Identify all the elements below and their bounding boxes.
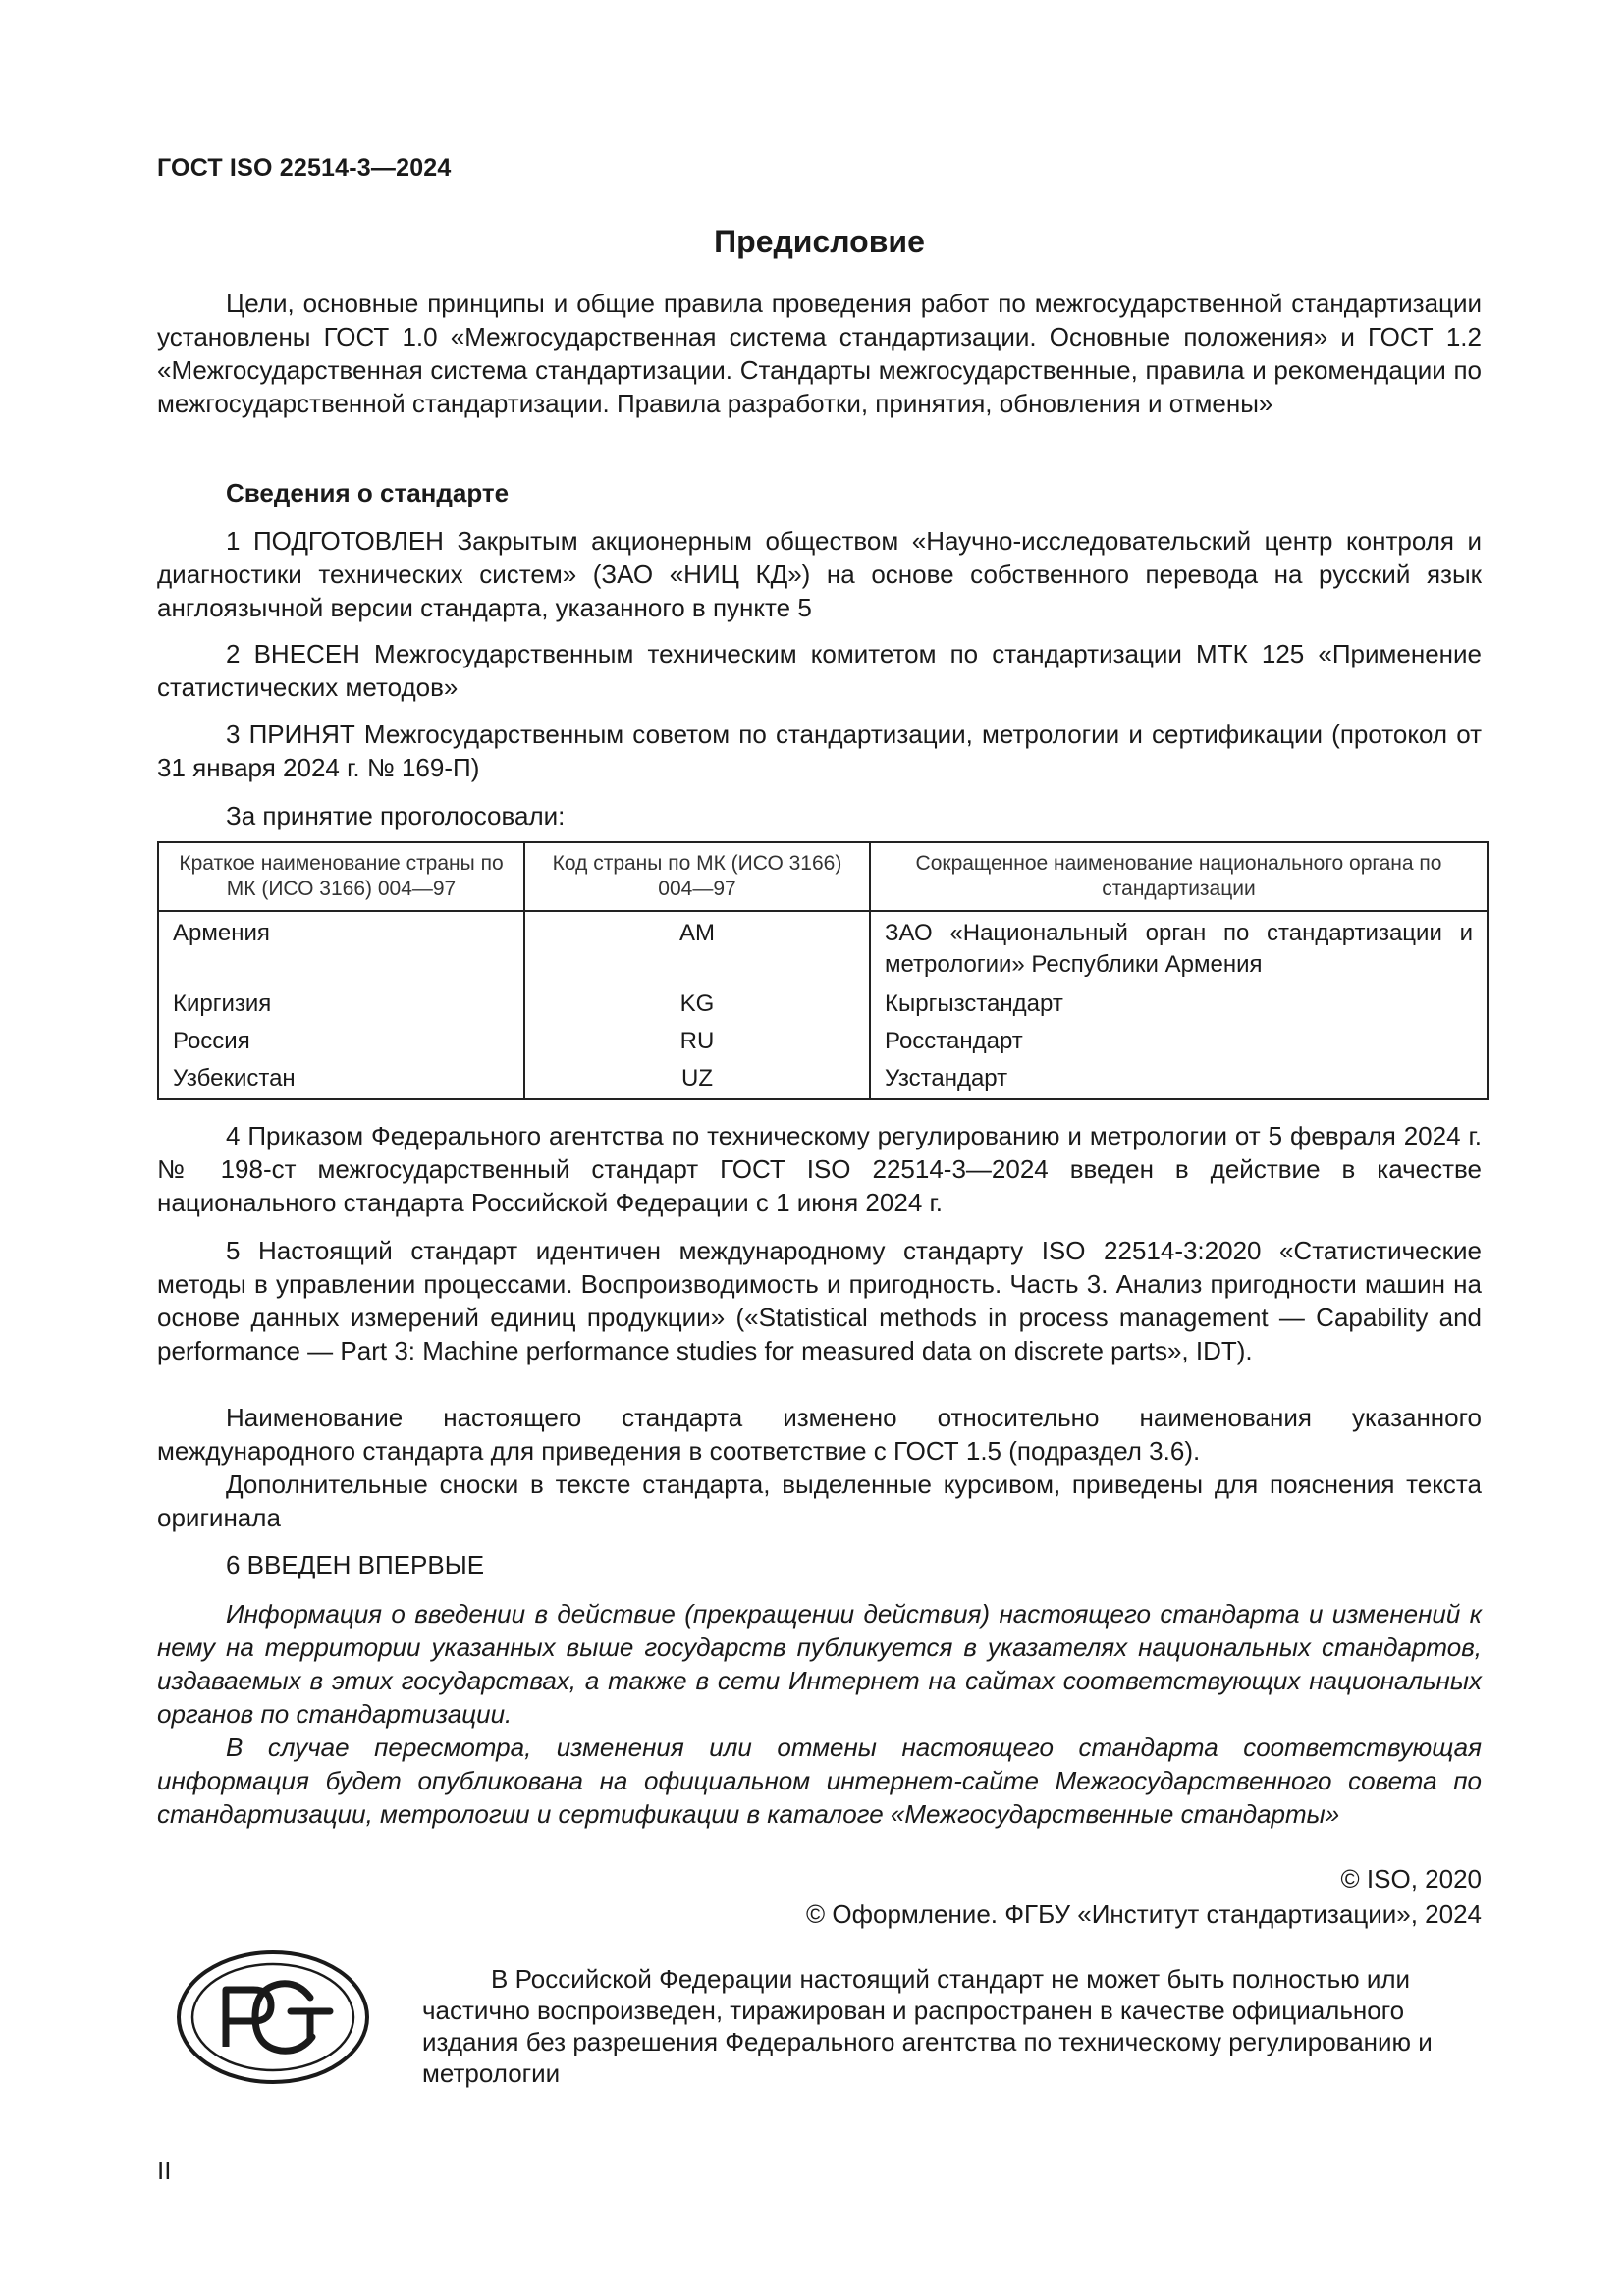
voting-table [157,841,1489,1100]
item-1: 1 ПОДГОТОВЛЕН Закрытым акционерным обществом «Научно-исследовательский центр контроля и диагностики технических систем» (ЗАО «НИЦ КД») на основе собственного перевода на русский язык англоязычной версии стандарта, указанного в пункте 5 [157,526,1482,622]
item-5-name-note: Наименование настоящего стандарта изменено относительно наименования указанного международного стандарта для приведения в соответствие с ГОСТ 1.5 (подраздел 3.6). [157,1403,1482,1466]
table-header-country: Краткое наименование страны по МК (ИСО 3166) 004—97 [158,842,524,911]
country-cell: Киргизия [158,981,524,1020]
intro-paragraph: Цели, основные принципы и общие правила проведения работ по межгосударственной стандартизации установлены ГОСТ 1.0 «Межгосударственная система стандартизации. Основные положения» и ГОСТ 1.2 «Межгосударственная система стандартизации. Стандарты межгосударственные, правила и рекомендации по межгосударственной стандартизации. Правила разработки, принятия, обновления и отмены» [157,289,1482,418]
item-2: 2 ВНЕСЕН Межгосударственным техническим комитетом по стандартизации МТК 125 «Применение статистических методов» [157,639,1482,702]
body-cell: Кыргызстандарт [870,981,1488,1020]
body-cell: Росстандарт [870,1020,1488,1057]
table-row [158,911,1488,981]
rst-certification-logo-icon [175,1949,371,2086]
page-number: II [157,2156,172,2185]
info-heading: Сведения о стандарте [226,478,510,507]
info-italic-1: Информация о введении в действие (прекращении действия) настоящего стандарта и изменений к нему на территории указанных выше государств публикуется в указателях национальных стандартов, издаваемых в этих государствах, а также в сети Интернет на сайтах соответствующих национальных органов по стандартизации. [157,1599,1482,1729]
table-header-code: Код страны по МК (ИСО 3166) 004—97 [524,842,870,911]
copyright-iso: © ISO, 2020 [1340,1864,1482,1894]
voted-label: За принятие проголосовали: [226,801,566,830]
table-row [158,981,1488,1020]
body-cell: ЗАО «Национальный орган по стандартизации и метрологии» Республики Армения [870,911,1488,981]
country-cell: Россия [158,1020,524,1057]
item-4: 4 Приказом Федерального агентства по техническому регулированию и метрологии от 5 февраля 2024 г. № 198-ст межгосударственный стандарт ГОСТ ISO 22514-3—2024 введен в действие в качестве национального стандарта Российской Федерации с 1 июня 2024 г. [157,1121,1482,1217]
item-6: 6 ВВЕДЕН ВПЕРВЫЕ [226,1550,485,1579]
copyright-design: © Оформление. ФГБУ «Институт стандартизации», 2024 [806,1899,1482,1929]
table-row [158,1020,1488,1057]
table-header-body: Сокращенное наименование национального органа по стандартизации [870,842,1488,911]
country-cell: Армения [158,911,524,981]
country-cell: Узбекистан [158,1057,524,1099]
item-3: 3 ПРИНЯТ Межгосударственным советом по стандартизации, метрологии и сертификации (протокол от 31 января 2024 г. № 169-П) [157,720,1482,782]
table-row [158,1057,1488,1099]
page-title: Предисловие [714,224,925,259]
item-5: 5 Настоящий стандарт идентичен международному стандарту ISO 22514-3:2020 «Статистические методы в управлении процессами. Воспроизводимость и пригодность. Часть 3. Анализ пригодности машин на основе данных измерений единиц продукции» («Statistical methods in process management — Capability and performance — Part 3: Machine performance studies for measured data on discrete parts», IDT). [157,1236,1482,1365]
info-italic-2: В случае пересмотра, изменения или отмены настоящего стандарта соответствующая информация будет опубликована на официальном интернет-сайте Межгосударственного совета по стандартизации, метрологии и сертификации в каталоге «Межгосударственные стандарты» [157,1733,1482,1829]
body-cell: Узстандарт [870,1057,1488,1099]
code-cell: UZ [524,1057,870,1099]
document-header: ГОСТ ISO 22514-3—2024 [157,154,452,182]
code-cell: RU [524,1020,870,1057]
reproduction-notice: В Российской Федерации настоящий стандарт не может быть полностью или частично воспроизведен, тиражирован и распространен в качестве официального издания без разрешения Федерального агентства по техническому регулированию и метрологии [422,1964,1433,2088]
table-header-row [158,842,1488,911]
code-cell: KG [524,981,870,1020]
code-cell: AM [524,911,870,981]
item-5-footnotes-note: Дополнительные сноски в тексте стандарта, выделенные курсивом, приведены для пояснения текста оригинала [157,1469,1482,1532]
